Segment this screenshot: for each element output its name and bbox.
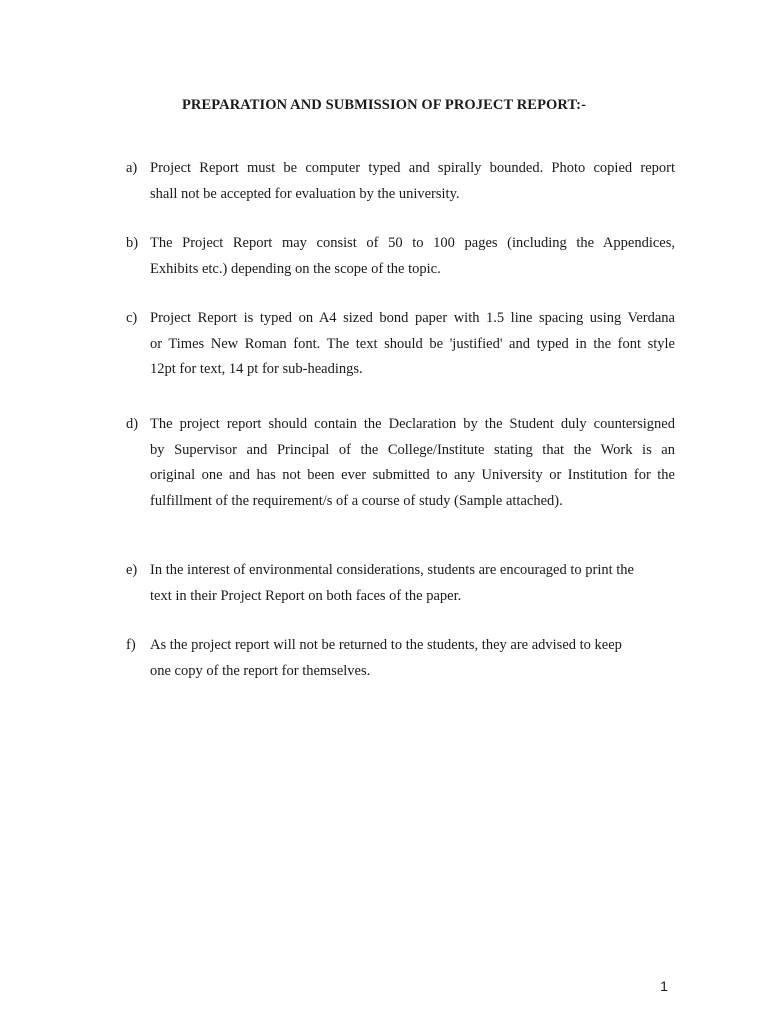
text-line: one copy of the report for themselves. — [150, 662, 371, 679]
list-item-a — [126, 156, 675, 207]
text-line: The project report should contain the Declaration by the Student duly countersigned — [150, 416, 675, 432]
list-item-f — [126, 633, 675, 684]
text-line: 12pt for text, 14 pt for sub-headings. — [150, 361, 363, 377]
list-item-text — [150, 306, 675, 383]
text-line: or Times New Roman font. The text should be 'justified' and typed in the font style — [150, 335, 675, 352]
list-item-text — [150, 156, 675, 207]
text-line: Exhibits etc.) depending on the scope of the topic. — [150, 260, 441, 277]
list-item-c — [126, 306, 675, 383]
page-number: 1 — [660, 978, 668, 994]
list-item-marker: b) — [126, 235, 139, 251]
list-item-b — [126, 231, 675, 282]
text-line: original one and has not been ever submitted to any University or Institution for the — [150, 467, 675, 483]
list-item-marker: d) — [126, 416, 139, 432]
text-line: fulfillment of the requirement/s of a course of study (Sample attached). — [150, 492, 563, 509]
text-line: Project Report is typed on A4 sized bond paper with 1.5 line spacing using Verdana — [150, 310, 675, 326]
list-item-marker: f) — [126, 637, 136, 653]
list-item-text — [150, 558, 675, 609]
text-line: The Project Report may consist of 50 to 100 pages (including the Appendices, — [150, 235, 675, 251]
text-line: text in their Project Report on both faces of the paper. — [150, 587, 462, 604]
list-item-text — [150, 633, 675, 684]
list-item-text — [150, 412, 675, 514]
list-item-d — [126, 412, 675, 514]
list-item-marker: a) — [126, 160, 138, 176]
text-line: In the interest of environmental considerations, students are encouraged to print the — [150, 562, 634, 578]
text-line: by Supervisor and Principal of the College/Institute stating that the Work is an — [150, 441, 675, 458]
list-item-marker: c) — [126, 310, 138, 326]
list-item-e — [126, 558, 675, 609]
text-line: shall not be accepted for evaluation by the university. — [150, 185, 460, 202]
text-line: Project Report must be computer typed and spirally bounded. Photo copied report — [150, 160, 675, 176]
list-item-marker: e) — [126, 562, 138, 578]
text-line: As the project report will not be returned to the students, they are advised to keep — [150, 637, 622, 653]
document-title: PREPARATION AND SUBMISSION OF PROJECT REPORT:- — [181, 97, 587, 113]
list-item-text — [150, 231, 675, 282]
